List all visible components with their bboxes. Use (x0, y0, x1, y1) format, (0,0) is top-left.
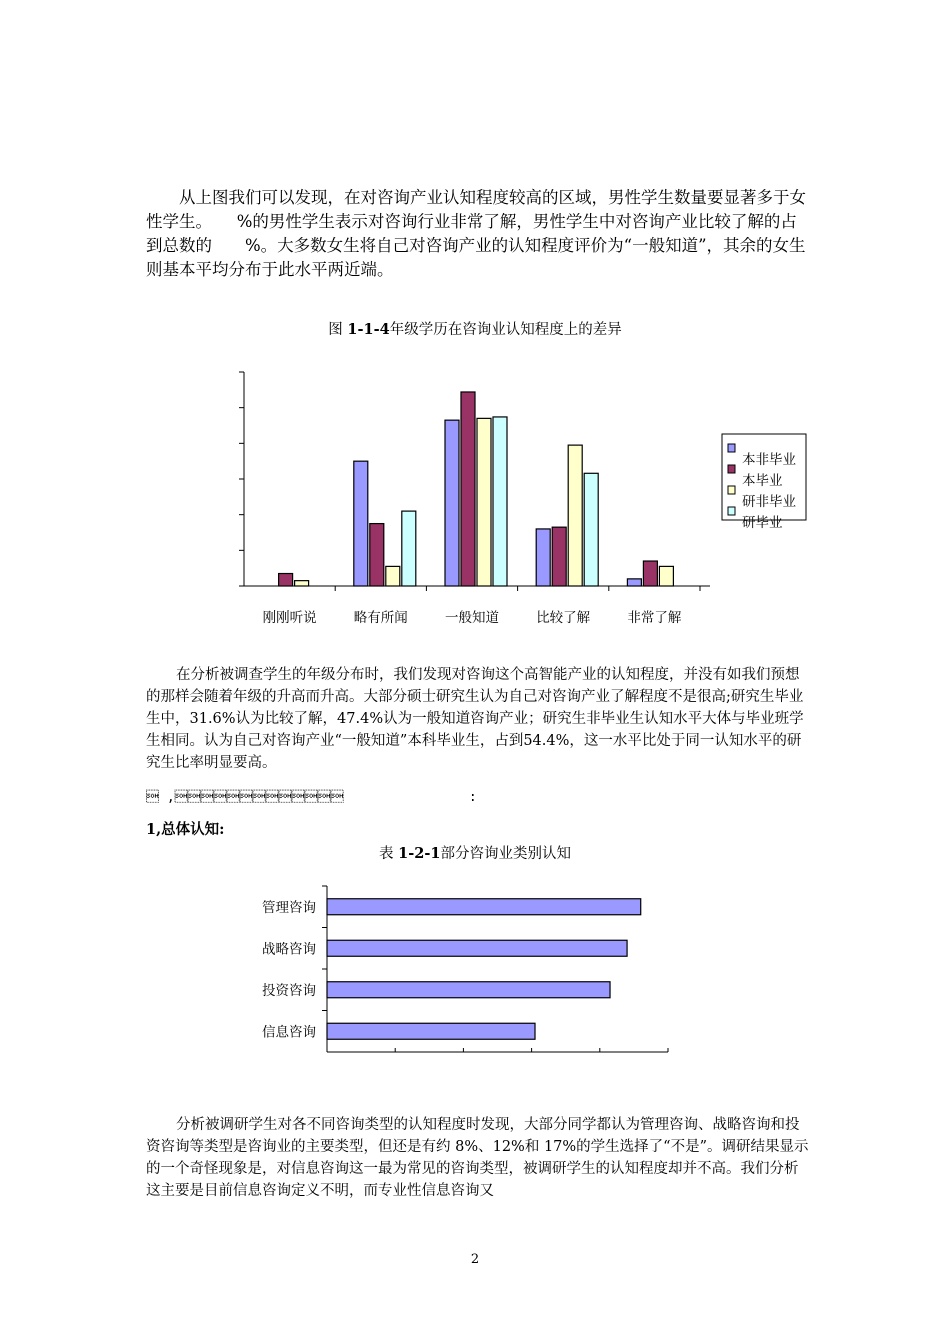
y-tick-label: 管理咨询 (262, 899, 316, 916)
x-tick-label: 非常了解 (627, 610, 682, 626)
legend-label: 本非毕业 (742, 452, 796, 468)
bar-信息咨询 (327, 1023, 535, 1039)
figure-caption-number: 1-1-4 (347, 321, 390, 338)
y-tick-label: 信息咨询 (262, 1024, 316, 1041)
paragraph-analysis: 在分析被调查学生的年级分布时，我们发现对咨询这个高智能产业的认知程度，并没有如我们预想的那样会随着年级的升高而升高。大部分硕士研究生认为自己对咨询产业了解程度不是很高;研究生毕业生中，31.6%认为比较了解，47.4%认为一般知道咨询产业；研究生非毕业生认知水平大体与毕业班学生相同。认为自己对咨询产业“一般知道”本科毕业生，占到54.4%，这一水平比处于同一认知水平的研究生比率明显要高。 (146, 667, 804, 771)
figure-caption-text: 年级学历在咨询业认知程度上的差异 (389, 322, 622, 338)
bar-管理咨询 (327, 899, 641, 915)
page-number: 2 (470, 1252, 480, 1267)
table-caption-number: 1-2-1 (398, 845, 441, 862)
y-tick-label: 战略咨询 (262, 941, 316, 958)
x-tick-label: 刚刚听说 (262, 610, 317, 626)
x-tick-label: 比较了解 (536, 610, 591, 626)
figure-caption-prefix: 图 (328, 322, 343, 338)
bar-投资咨询 (327, 982, 610, 998)
table-caption-prefix: 表 (379, 846, 394, 862)
x-tick-label: 略有所闻 (353, 610, 408, 626)
y-tick-label: 投资咨询 (262, 982, 316, 999)
table-caption-text: 部分咨询业类别认知 (440, 846, 571, 862)
section-heading: 1,总体认知: (146, 821, 225, 838)
x-tick-label: 一般知道 (445, 610, 499, 626)
legend-label: 本毕业 (742, 473, 783, 489)
legend-label: 研非毕业 (742, 494, 796, 510)
paragraph-category-analysis: 分析被调研学生对各不同咨询类型的认知程度时发现，大部分同学都认为管理咨询、战略咨询和投资咨询等类型是咨询业的主要类型，但还是有约 8%、12%和 17%的学生选择了“不是”。调研结果显示的一个奇怪现象是，对信息咨询这一最为常见的咨询类型，被调研学生的认知程度却并不高。我们分析这主要是目前信息咨询定义不明，而专业性信息咨询又 (146, 1117, 809, 1199)
bar-战略咨询 (327, 940, 627, 956)
paragraph-intro: 从上图我们可以发现，在对咨询产业认知程度较高的区域，男性学生数量要显著多于女性学生。 %的男性学生表示对咨询行业非常了解，男性学生中对咨询产业比较了解的占到总数的 %。大多数女生将自己对咨询产业的认知程度评价为“一般知道”，其余的女生则基本平均分布于此水平两近端。 (146, 188, 806, 279)
garbled-text-line:  , : (146, 790, 477, 805)
legend-label: 研毕业 (742, 515, 783, 531)
